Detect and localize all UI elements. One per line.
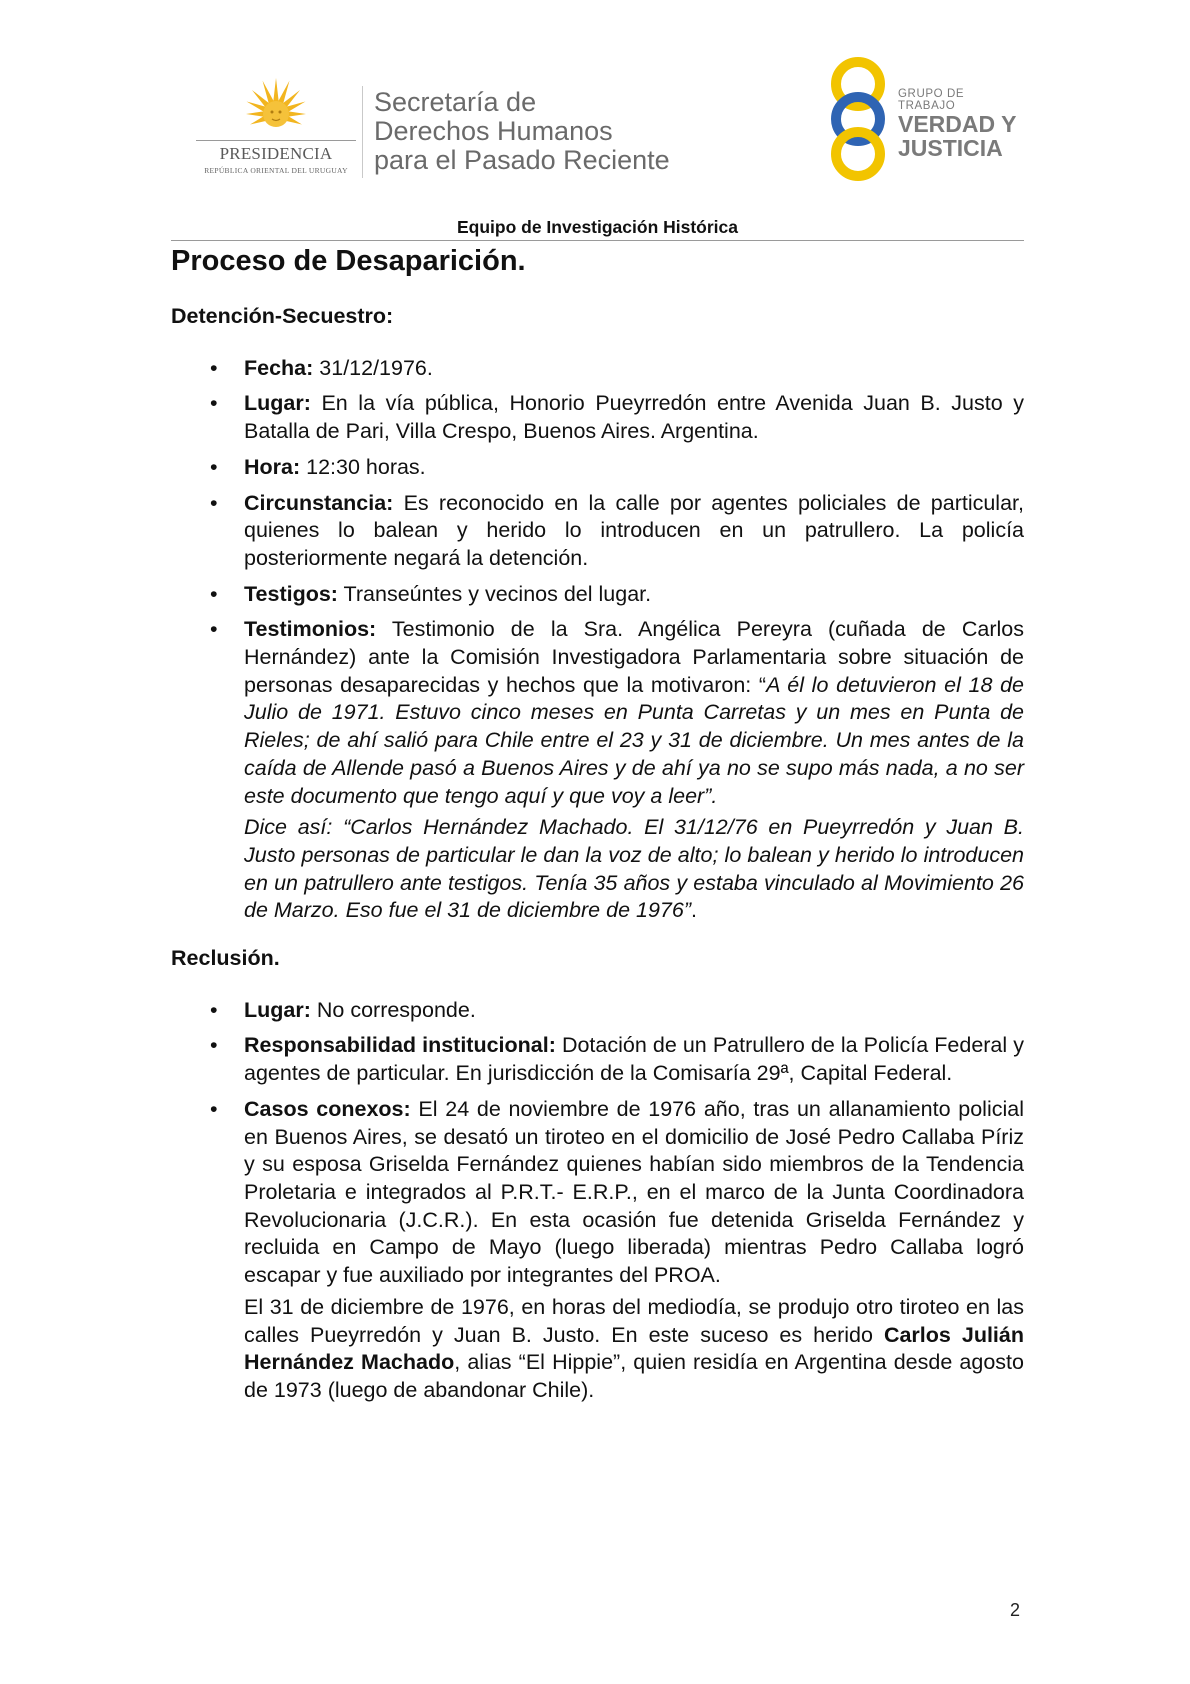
presidencia-subtitle: REPÚBLICA ORIENTAL DEL URUGUAY [204, 166, 348, 175]
reclusion-heading: Reclusión. [171, 946, 280, 971]
fecha-text: 31/12/1976. [313, 355, 433, 380]
bullet-icon: • [210, 1033, 218, 1058]
detencion-list [171, 355, 1024, 811]
hora-label: Hora: [244, 454, 301, 479]
gtvj-text [898, 88, 1022, 160]
page-number: 2 [1010, 1600, 1021, 1620]
header-rule [171, 240, 1024, 241]
lugar-text: En la vía pública, Honorio Pueyrredón entre Avenida Juan B. Justo y Batalla de Pari, Villa Crespo, Buenos Aires. Argentina. [244, 391, 1024, 444]
lugar-label: Lugar: [244, 391, 311, 416]
testimonio-quote-2 [171, 814, 1024, 925]
testigos-text: Transeúntes y vecinos del lugar. [337, 581, 652, 606]
casos-p2-b: , alias “El Hippie”, quien residía en Argentina desde agosto de 1973 (luego de abandonar Chile). [244, 1350, 1024, 1402]
testimonio-quote: A él lo detuvieron el 18 de Julio de 1971. Estuvo cinco meses en Punta Carretas y un mes en Punta de Rieles; de ahí salió para Chile entre el 23 y 31 de diciembre. Un mes antes de la caída de Allende pasó a Buenos Aires y de ahí ya no se supo más nada, a no ser este documento que tengo aquí y que voy a leer”. [244, 672, 1024, 808]
rings-emblem-icon [822, 54, 894, 184]
list-item-circunstancia [171, 490, 1024, 573]
secretaria-line-2: Derechos Humanos [374, 116, 613, 146]
bullet-icon: • [210, 581, 218, 606]
testigos-label: Testigos: [244, 581, 338, 606]
hora-text: 12:30 horas. [300, 454, 426, 479]
presidencia-rule [196, 140, 356, 141]
gtvj-logo [822, 54, 1022, 184]
presidencia-logo [196, 78, 356, 178]
fecha-label: Fecha: [244, 355, 314, 380]
bullet-icon: • [210, 1096, 218, 1121]
responsabilidad-label: Responsabilidad institucional: [244, 1033, 556, 1058]
list-item-reclusion-lugar [171, 997, 1024, 1025]
bullet-icon: • [210, 490, 218, 515]
page-header [0, 0, 1190, 200]
bullet-icon: • [210, 617, 218, 642]
list-item-testimonios [171, 616, 1024, 810]
presidencia-name: PRESIDENCIA [219, 144, 333, 163]
detencion-heading: Detención-Secuestro: [171, 304, 394, 328]
secretaria-line-3: para el Pasado Reciente [374, 145, 670, 175]
bullet-icon: • [210, 391, 218, 416]
circunstancia-label: Circunstancia: [244, 490, 394, 515]
casos-text: El 24 de noviembre de 1976 año, tras un allanamiento policial en Buenos Aires, se desató un tiroteo en el domicilio de José Pedro Callaba Píriz y su esposa Griselda Fernández quienes habían sido miembros de la Tendencia Proletaria e integrados al P.R.T.- E.R.P., en el marco de la Junta Coordinadora Revolucionaria (J.C.R.). En esta ocasión fue detenida Griselda Fernández y recluida en Campo de Mayo (luego liberada) mientras Pedro Callaba logró escapar y fue auxiliado por integrantes del PROA. [244, 1096, 1024, 1288]
list-item-casos-conexos [171, 1096, 1024, 1290]
bullet-icon: • [210, 355, 218, 380]
list-item-testigos [171, 581, 1024, 609]
quote-2-text: Dice así: “Carlos Hernández Machado. El 31/12/76 en Pueyrredón y Juan B. Justo personas de particular le dan la voz de alto; lo balean y herido lo introducen en un patrullero ante testigos. Tenía 35 años y estaba vinculado al Movimiento 26 de Marzo. Eso fue el 31 de diciembre de 1976” [244, 815, 1024, 923]
reclusion-lugar-label: Lugar: [244, 997, 311, 1022]
list-item-responsabilidad [171, 1032, 1024, 1087]
bullet-icon: • [210, 454, 218, 479]
document-body [171, 243, 1024, 1405]
gtvj-line-1: GRUPO DE TRABAJO [898, 88, 965, 112]
quote-2-end: . [691, 898, 697, 923]
list-item-fecha [171, 355, 1024, 383]
page-title: Proceso de Desaparición. [171, 245, 526, 277]
reclusion-list [171, 997, 1024, 1290]
list-item-hora [171, 454, 1024, 482]
logo-divider [362, 86, 363, 178]
gtvj-line-2: VERDAD Y [898, 111, 1017, 137]
testimonios-label: Testimonios: [244, 617, 377, 642]
gtvj-line-3: JUSTICIA [898, 135, 1003, 161]
casos-p2-a: El 31 de diciembre de 1976, en horas del mediodía, se produjo otro tiroteo en las calles Pueyrredón y Juan B. Justo. En este suceso es herido [244, 1294, 1024, 1347]
testimonios-text: Testimonio de la Sra. Angélica Pereyra (cuñada de Carlos Hernández) ante la Comisión Investigadora Parlamentaria sobre situación de personas desaparecidas y hechos que la motivaron: “ [244, 617, 1024, 697]
casos-label: Casos conexos: [244, 1096, 411, 1121]
casos-paragraph-2 [171, 1294, 1024, 1405]
casos-p2-bold: Carlos Julián Hernández Machado [244, 1322, 1025, 1375]
secretaria-logo-text [374, 88, 670, 175]
list-item-lugar [171, 390, 1024, 445]
responsabilidad-text: Dotación de un Patrullero de la Policía Federal y agentes de particular. En jurisdicción de la Comisaría 29ª, Capital Federal. [244, 1033, 1024, 1086]
bullet-icon: • [210, 997, 218, 1022]
secretaria-line-1: Secretaría de [374, 87, 537, 117]
circunstancia-text: Es reconocido en la calle por agentes policiales de particular, quienes lo balean y herido lo introducen en un patrullero. La policía posteriormente negará la detención. [244, 490, 1024, 570]
section-header: Equipo de Investigación Histórica [456, 217, 739, 237]
reclusion-lugar-text: No corresponde. [310, 997, 476, 1022]
sun-emblem-icon [196, 78, 356, 140]
